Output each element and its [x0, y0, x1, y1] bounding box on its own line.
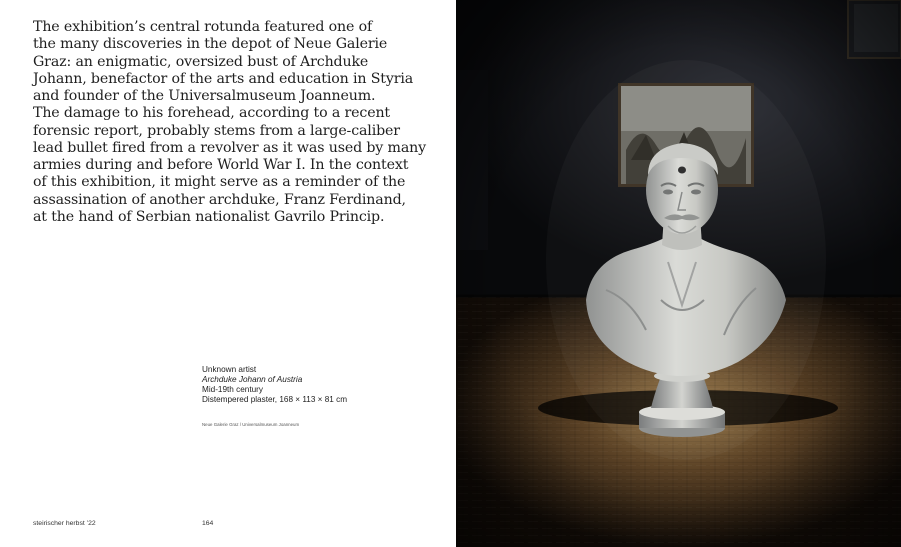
body-line: The exhibition’s central rotunda featured one of: [33, 19, 373, 35]
body-text: [33, 19, 433, 226]
body-line: of this exhibition, it might serve as a reminder of the: [33, 174, 406, 191]
body-line: The damage to his forehead, according to a recent: [33, 105, 390, 122]
body-line: Graz: an enigmatic, oversized bust of Archduke: [33, 53, 369, 70]
body-line: lead bullet fired from a revolver as it was used by many: [33, 139, 426, 156]
caption-date: Mid-19th century: [202, 384, 263, 394]
caption-artist: Unknown artist: [202, 365, 257, 374]
body-line: armies during and before World War I. In the context: [33, 157, 409, 173]
body-line: Johann, benefactor of the arts and education in Styria: [33, 70, 414, 87]
body-line: at the hand of Serbian nationalist Gavrilo Princip.: [33, 208, 385, 225]
body-line: and founder of the Universalmuseum Joanneum.: [33, 88, 376, 104]
page-number: 164: [202, 520, 214, 527]
body-line: forensic report, probably stems from a large-caliber: [33, 122, 400, 139]
photo-credit: Neue Galerie Graz / Universalmuseum Joanneum: [202, 422, 300, 427]
caption-medium: Distempered plaster, 168 × 113 × 81 cm: [202, 394, 348, 404]
artwork-caption: [202, 365, 347, 405]
photo-page: [456, 0, 901, 547]
body-line: the many discoveries in the depot of Neue Galerie: [33, 36, 388, 53]
bust-photograph: [456, 0, 901, 547]
footer-publication: steirischer herbst ’22: [33, 520, 96, 527]
body-line: assassination of another archduke, Franz Ferdinand,: [33, 191, 406, 208]
caption-title: Archduke Johann of Austria: [202, 374, 303, 384]
